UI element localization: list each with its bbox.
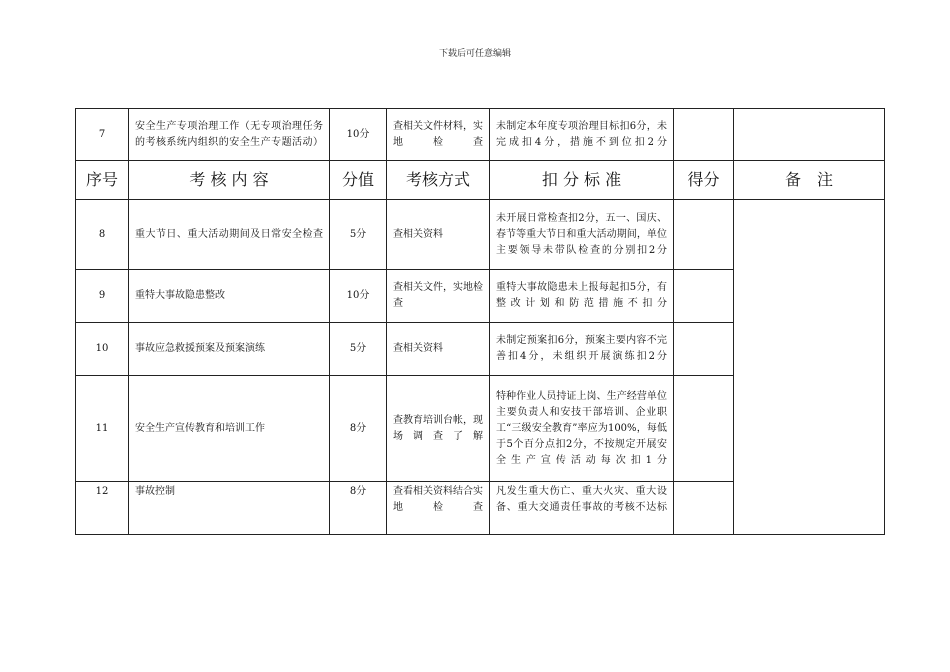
header-no: 序号: [76, 161, 129, 200]
row-got-score-cell: [674, 109, 734, 161]
row-no: 10: [76, 323, 129, 376]
row-no: 8: [76, 200, 129, 270]
page-header-note: 下载后可任意编辑: [438, 49, 511, 59]
row-no: 9: [76, 270, 129, 323]
remark-merged-cell: [734, 200, 885, 535]
row-got-score-cell: [674, 323, 734, 376]
table-row: [76, 200, 885, 270]
row-score: 10分: [330, 270, 387, 323]
row-got-score-cell: [674, 270, 734, 323]
row-got-score-cell: [674, 482, 734, 535]
header-remark: 备 注: [734, 161, 885, 200]
row-content: 事故应急救援预案及预案演练: [129, 323, 330, 376]
row-method: 查相关文件，实地检查: [387, 270, 490, 323]
row-score: 8分: [330, 376, 387, 482]
header-method: 考核方式: [387, 161, 490, 200]
row-no: 11: [76, 376, 129, 482]
row-score: 5分: [330, 200, 387, 270]
row-deduction: 凡发生重大伤亡、重大火灾、重大设备、重大交通责任事故的考核不达标: [490, 482, 674, 535]
row-method: 查相关文件材料，实地检查: [387, 109, 490, 161]
assessment-table: [75, 108, 885, 535]
row-deduction: 未制定本年度专项治理目标扣6分，未完成扣4分，措施不到位扣2分: [490, 109, 674, 161]
row-method: 查相关资料: [387, 200, 490, 270]
row-remark-cell: [734, 109, 885, 161]
row-score: 10分: [330, 109, 387, 161]
row-no: 12: [76, 482, 129, 535]
row-got-score-cell: [674, 376, 734, 482]
row-deduction: 特种作业人员持证上岗、生产经营单位主要负责人和安技干部培训、企业职工“三级安全教育”率应为100%，每低于5个百分点扣2分，不按规定开展安全生产宣传活动每次扣1分: [490, 376, 674, 482]
row-no: 7: [76, 109, 129, 161]
row-deduction: 未开展日常检查扣2分，五一、国庆、春节等重大节日和重大活动期间，单位主要领导未带队检查的分别扣2分: [490, 200, 674, 270]
header-deduction: 扣 分 标 准: [490, 161, 674, 200]
header-score: 分值: [330, 161, 387, 200]
table-row: [76, 109, 885, 161]
row-score: 5分: [330, 323, 387, 376]
row-method: 查看相关资料结合实地检查: [387, 482, 490, 535]
row-deduction: 重特大事故隐患未上报每起扣5分，有整改计划和防范措施不扣分: [490, 270, 674, 323]
table-header-row: [76, 161, 885, 200]
row-got-score-cell: [674, 200, 734, 270]
row-content: 重大节日、重大活动期间及日常安全检查: [129, 200, 330, 270]
row-content: 重特大事故隐患整改: [129, 270, 330, 323]
row-score: 8分: [330, 482, 387, 535]
header-got: 得分: [674, 161, 734, 200]
row-method: 查相关资料: [387, 323, 490, 376]
row-content: 安全生产宣传教育和培训工作: [129, 376, 330, 482]
header-content: 考 核 内 容: [129, 161, 330, 200]
row-content: 事故控制: [129, 482, 330, 535]
row-content: 安全生产专项治理工作（无专项治理任务的考核系统内组织的安全生产专题活动）: [129, 109, 330, 161]
row-deduction: 未制定预案扣6分，预案主要内容不完善扣4分，未组织开展演练扣2分: [490, 323, 674, 376]
row-method: 查教育培训台帐，现场调查了解: [387, 376, 490, 482]
